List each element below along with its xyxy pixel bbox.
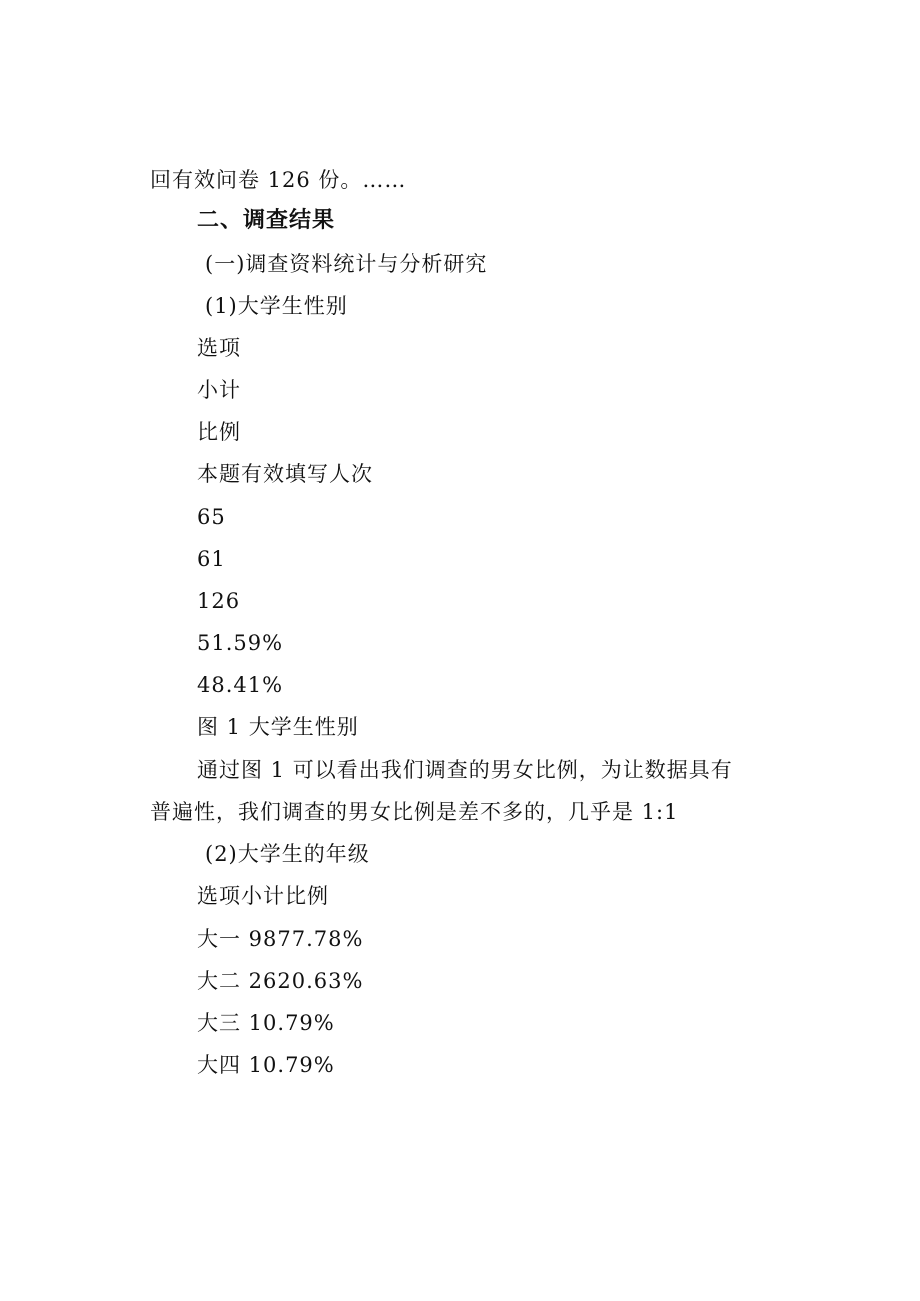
section-heading-results: 二、调查结果 (197, 208, 336, 233)
table-header-ratio: 比例 (197, 420, 241, 444)
table-value-male-count: 65 (197, 505, 226, 529)
table-row-grade-2: 大二 2620.63% (197, 969, 364, 993)
table-row-grade-4: 大四 10.79% (197, 1053, 335, 1077)
table-row-grade-1: 大一 9877.78% (197, 927, 364, 951)
subsection-heading-statistics: (一)调查资料统计与分析研究 (205, 252, 488, 276)
table-header-subtotal: 小计 (197, 378, 241, 402)
item-heading-grade: (2)大学生的年级 (205, 842, 370, 866)
table-value-total: 126 (197, 589, 241, 613)
table-header-grade: 选项小计比例 (197, 884, 329, 908)
table-value-female-ratio: 48.41% (197, 673, 284, 697)
figure-caption-1: 图 1 大学生性别 (197, 715, 359, 739)
paragraph-line-1: 通过图 1 可以看出我们调查的男女比例，为让数据具有 (197, 758, 733, 782)
text-line-survey-count: 回有效问卷 126 份。…… (150, 168, 407, 192)
paragraph-line-2: 普遍性，我们调查的男女比例是差不多的，几乎是 1:1 (150, 800, 679, 824)
table-row-grade-3: 大三 10.79% (197, 1011, 335, 1035)
item-heading-gender: (1)大学生性别 (205, 294, 348, 318)
table-header-option: 选项 (197, 336, 241, 360)
table-value-female-count: 61 (197, 547, 226, 571)
table-label-valid-count: 本题有效填写人次 (197, 462, 373, 486)
table-value-male-ratio: 51.59% (197, 631, 284, 655)
